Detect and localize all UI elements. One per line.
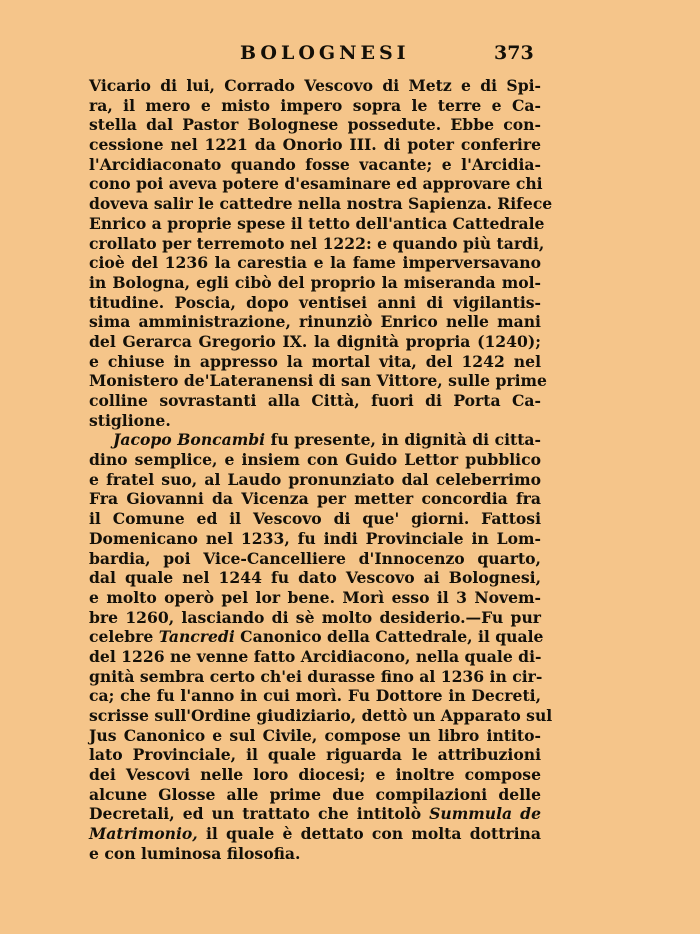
text-run: in Bologna, egli cibò del proprio la miseranda mol- [89,272,541,292]
italic-name: Tancredi [158,627,235,647]
text-line [89,568,541,588]
text-line [89,213,545,234]
text-line [89,745,541,765]
text-run: e con luminosa filosofia. [89,843,301,863]
text-line [89,588,541,608]
text-line [89,391,541,411]
text-run: e fratel suo, al Laudo pronunziato dal celeberrimo [89,469,541,489]
text-run: Canonico della Cattedrale, il quale [234,627,544,647]
text-run: cessione nel 1221 da Onorio III. di poter conferire [89,135,541,155]
text-run: del 1226 ne venne fatto Arcidiacono, nella quale di- [89,646,542,666]
text-line [89,352,541,372]
text-run: Monistero de'Lateranensi di san Vittore, sulle prime [89,371,547,391]
text-run: gnità sembra certo ch'ei durasse fino al 1236 in cir- [89,666,543,686]
page-number: 373 [494,42,534,64]
text-run: alcune Glosse alle prime due compilazioni delle [89,784,541,804]
text-run: dal quale nel 1244 fu dato Vescovo ai Bolognesi, [89,568,541,588]
text-line [89,411,541,431]
text-line [89,293,541,313]
text-line [89,371,547,391]
text-run: Vicario di lui, Corrado Vescovo di Metz e di Spi- [89,76,541,95]
running-head: BOLOGNESI [240,42,410,64]
text-line [89,647,541,667]
text-line [89,115,541,135]
text-run: ra, il mero e misto impero sopra le terre e Ca- [89,95,541,115]
text-line [89,627,544,647]
text-run: Decretali, ed un trattato che intitolò [89,804,430,824]
text-run: cioè del 1236 la carestia e la fame imperversavano [89,253,541,273]
text-run: del Gerarca Gregorio IX. la dignità propria (1240); [89,331,541,351]
text-run: crollato per terremoto nel 1222: e quando più tardi, [89,233,545,253]
text-run: doveva salir le cattedre nella nostra Sapienza. Rifece [89,194,553,214]
italic-name: Summula de [429,804,541,824]
text-line [89,273,541,293]
text-line [89,844,541,864]
text-line [89,332,541,352]
text-run: bre 1260, lasciando di sè molto desiderio.—Fu pur [89,607,541,627]
text-line [89,430,541,450]
text-run: dei Vescovi nelle loro diocesi; e inoltre compose [89,765,541,785]
text-run: e molto operò pel lor bene. Morì esso il 3 Novem- [89,587,541,607]
text-line [89,233,545,254]
italic-name: Matrimonio, [89,824,198,844]
italic-name: Jacopo Boncambi [113,430,266,450]
text-line [89,549,541,569]
text-run: il quale è dettato con molta dottrina [197,824,541,844]
text-line [89,450,541,470]
text-run: dino semplice, e insiem con Guido Lettor pubblico [89,450,541,470]
text-run: Domenicano nel 1233, fu indi Provinciale in Lom- [89,528,541,548]
text-run: Enrico a proprie spese il tetto dell'antica Cattedrale [89,213,545,233]
text-run: colline sovrastanti alla Città, fuori di Porta Ca- [89,391,541,410]
text-line [89,765,541,785]
text-line [89,174,541,194]
text-line [89,312,541,332]
text-line [89,667,541,687]
text-run: celebre [89,627,159,647]
text-run: e chiuse in appresso la mortal vita, del 1242 nel [89,351,541,371]
text-line [89,785,541,805]
text-line [89,489,541,509]
text-line [89,686,541,706]
text-run: titudine. Poscia, dopo ventisei anni di vigilantis- [89,292,541,312]
text-run: il Comune ed il Vescovo di que' giorni. Fattosi [89,509,541,529]
text-run: stella dal Pastor Bolognese possedute. Ebbe con- [89,115,541,135]
text-run: sima amministrazione, rinunziò Enrico nelle mani [89,312,541,332]
text-line [89,155,541,175]
page-header [0,40,700,70]
text-line [89,470,541,490]
text-line [89,804,541,824]
text-line [89,706,553,726]
text-run: l'Arcidiaconato quando fosse vacante; e l'Arcidia- [89,154,541,174]
text-run: fu presente, in dignità di citta- [265,430,541,450]
text-line [89,76,541,96]
text-run: bardia, poi Vice-Cancelliere d'Innocenzo quarto, [89,548,541,568]
text-run: ca; che fu l'anno in cui morì. Fu Dottore in Decreti, [89,686,541,706]
text-run: Fra Giovanni da Vicenza per metter concordia fra [89,489,541,509]
text-line [89,824,541,844]
text-run: stiglione. [89,410,171,430]
text-run: scrisse sull'Ordine giudiziario, dettò un Apparato sul [89,706,553,725]
text-line [89,608,541,628]
text-line [89,509,541,529]
text-run: Jus Canonico e sul Civile, compose un libro intito- [89,725,541,745]
text-run: cono poi aveva potere d'esaminare ed approvare chi [89,174,543,194]
text-line [89,253,541,273]
text-line [89,529,541,549]
body-text [89,76,553,864]
text-line [89,194,553,214]
text-line [89,726,541,746]
text-line [89,135,541,155]
text-line [89,96,541,116]
text-run: lato Provinciale, il quale riguarda le attribuzioni [89,745,541,765]
